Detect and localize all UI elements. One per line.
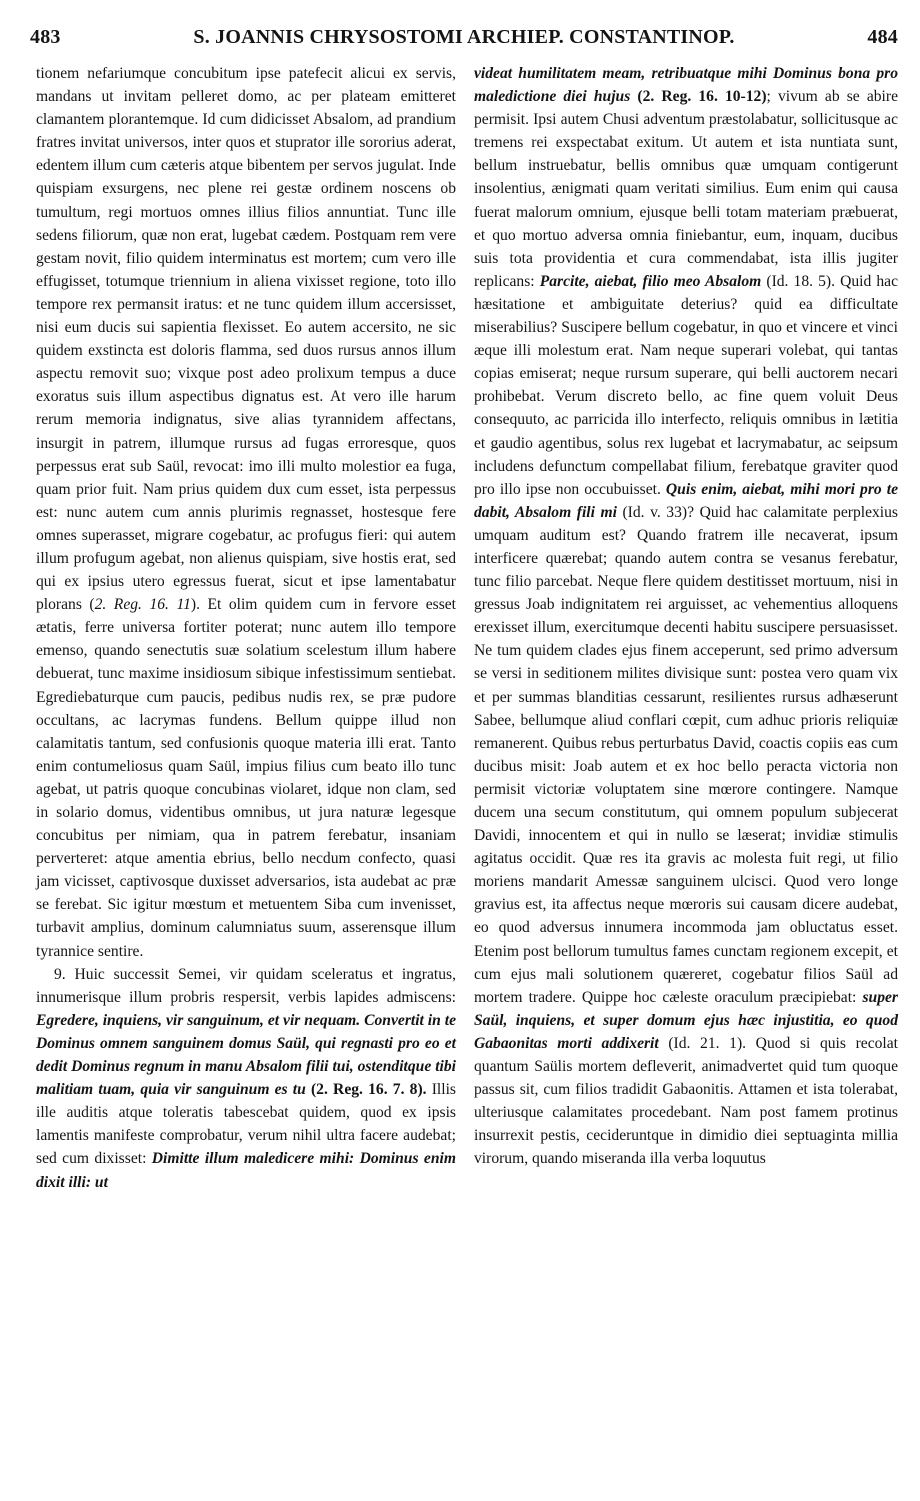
left-column (36, 62, 456, 1194)
scripture-reference: 2. Reg. 16. 11 (94, 596, 191, 614)
page-number-left: 483 (30, 26, 61, 48)
body-text: Quid hac calamitate perplexius umquam auditum est? Quando fratrem ille necaverat, ipsum interficere quærebat; quando autem contra se vesanus ferebatur, tunc filio parcebat. Neque flere quidem destitisset mortuum, nisi in gressus Joab indignitatem rei arguisset, ac vehementius alloquens erexisset illum, exercitumque decenti habitu suscipere persuasisset. Ne tum quidem clades ejus finem acceperunt, sed primo adversum se versi in seditionem milites divisique sunt: postea vero quam vix et per summas blanditias cessarunt, resilientes rursus adhæserunt Sabee, bellumque aliud conflari cœpit, cum adhuc prioris reliquiæ remanerent. Quibus rebus perturbatus David, coactis copiis eas cum ducibus misit: Joab autem et ex hoc bello peracta victoria non permisit victoriæ voluptatem sine mœrore contingere. Namque ducem una secum constitutum, qui omnem populum subjecerat Davidi, innocentem et qui in nullo se læserat; invidiæ stimulis agitatus occidit. Quæ res ita gravis ac molesta fuit regi, ut filio moriens mandarit Amessæ sanguinem ulcisci. Quod vero longe gravius est, ita affectus neque mœroris sui causam dicere audebat, eo quod adversus innumera incommoda jam obluctatus esset. Etenim post bellorum tumultus fames cunctam regionem excepit, et cum ejus mali solutionem quæreret, cogebatur filios Saül ad mortem tradere. Quippe hoc cæleste oraculum præcipiebat: (474, 503, 899, 1006)
body-text: ; vivum ab se abire permisit. Ipsi autem Chusi adventum præstolabatur, sollicitusque ac tremens rei exspectabat exitum. Ut autem et ista nuntiata sunt, bellum instruebatur, bellis omnibus quæ umquam contigerunt insolentius, ænigmati quam veritati similius. Eum enim qui causa fuerat malorum omnium, ejusque belli totam materiam præbuerat, et quo mortuo adversa omnia finiebantur, eum, inquam, ducibus suis tota providentia et cura commendabat, ista illis jugiter replicans: (474, 88, 898, 290)
body-text: 9. Huic successit Semei, vir quidam sceleratus et ingratus, innumerisque illum probris respersit, verbis lapides admiscens: (36, 965, 456, 1006)
body-text: Quid hac hæsitatione et ambiguitate deterius? quid ea difficultate miserabilius? Suscipere bellum cogebatur, in quo et vincere et vinci æque illi molestum erat. Nam neque superari volebat, qui tantas copias emiserat; neque rursum superare, qui belli auctorem necari prohibebat. Verum discreto bello, ac fine quem voluit Deus consequuto, ac parricida illo interfecto, reliquis omnibus in lætitia et gaudio agentibus, solus rex lugebat et lacrymabatur, ac seipsum includens defunctum compellabat filium, ferebatque graviter quod pro illo ipse non occubuisset. (474, 272, 899, 498)
scripture-quote: Quis enim, aiebat, mihi mori pro te dabit, Absalom fili mi (474, 480, 899, 521)
scripture-reference: (2. Reg. 16. 10-12) (630, 88, 767, 106)
paragraph (36, 62, 456, 963)
scripture-quote: Dimitte illum maledicere mihi: Dominus enim dixit illi: ut (36, 1150, 456, 1191)
scripture-reference: (Id. 18. 5). (761, 272, 836, 290)
body-text: Illis ille auditis atque toleratis tabescebat quidem, quod ex ipsis lamentis manifeste comprobatur, verum nihil ultra facere audebat; sed cum dixisset: (36, 1081, 456, 1168)
scripture-reference: (2. Reg. 16. 7. 8). (305, 1081, 427, 1099)
scripture-quote: Egredere, inquiens, vir sanguinum, et vir nequam. Convertit in te Dominus omnem sanguinem domus Saül, qui regnasti pro eo et dedit Dominus regnum in manu Absalom filii tui, ostenditque tibi malitiam tuam, quia vir sanguinum es tu (36, 1011, 456, 1099)
page-number-right: 484 (867, 26, 898, 48)
running-header (30, 26, 898, 56)
scripture-reference: (Id. 21. 1). (658, 1034, 747, 1052)
body-text: tionem nefariumque concubitum ipse patefecit alicui ex servis, mandans ut invitam pelleret domo, ac per plateam emitteret clamantem plorantemque. Id cum didicisset Absalom, ad prandium fratres invitat universos, inter quos et stuprator ille sororius aderat, edentem illum cum cæteris atque bibentem per servos jugulat. Inde quispiam exsurgens, nec plene rei gestæ ordinem noscens ob tumultum, regi mortuos omnes illius filios annuntiat. Tunc ille sedens filiorum, quæ non erat, lugebat cædem. Postquam rem vere gestam novit, filio quidem interminatus est mortem; cum vero ille effugisset, totumque triennium in aliena vixisset regione, toto illo tempore rex permansit iratus: et ne tunc quidem illum accersisset, nisi eum ducis sui sapientia flexisset. Eo autem accersito, ne sic quidem exstincta est doloris flamma, sed duos rursus annos illum aspectu removit suo; vixque post adeo prolixum tempus a duce exoratus suis illum aspectibus dignatus est. At vero ille harum rerum memoria indignatus, sive alias tyrannidem affectans, insurgit in patrem, illumque rursus ad fugas erroresque, quos perpessus erat sub Saül, revocat: imo illi multo molestior ea fuga, quam prior fuit. Nam prius quidem dux cum esset, ista perpessus est: nunc autem cum annis plurimis regnasset, hostesque fere omnes superasset, migrare cogebatur, ac profugus fieri: qui autem illum profugum agebat, non alienus quispiam, sive hostis erat, sed qui ex ipsius utero egressus fuerat, sicut et ipse lamentabatur plorans ( (36, 65, 456, 614)
body-text: ). Et olim quidem cum in fervore esset ætatis, ferre universa fortiter poterat; nunc autem illo tempore emenso, quando senectutis suæ solatium scelestum illum habere debuerat, tunc maxime insidiosum sibique infestissimum sentiebat. Egrediebaturque cum paucis, pedibus nudis rex, se præ pudore occultans, ac lacrymas fundens. Bellum quippe illud non calamitatis tantum, sed confusionis quoque materia illi erat. Tanto enim contumeliosus quam Saül, impius filius cum beato illo tunc agebat, ut patris quoque concubinas violaret, idque non clam, sed in solario domus, videntibus omnibus, ut jura naturæ legesque concubitus per nimiam, qua in patrem ferebatur, insaniam perverteret: atque amentia ebrius, bello necdum confecto, quasi jam vicisset, captivosque duxisset adversarios, ista audebat ac præ se ferebat. Sic igitur mœstum et metuentem Siba cum invenisset, turbavit amplius, dominum calumniatus suum, asserensque illum tyrannice sentire. (36, 596, 457, 960)
paragraph (474, 62, 898, 1171)
scripture-reference: (Id. v. 33)? (616, 503, 695, 521)
right-column (474, 62, 898, 1171)
paragraph (36, 963, 456, 1194)
scripture-quote: videat humilitatem meam, retribuatque mihi Dominus bona pro maledictione diei hujus (474, 65, 898, 106)
body-text: Quod si quis recolat quantum Saülis mortem defleverit, animadvertet quid tum quoque passus sit, cum filios tradidit Gabaonitis. Attamen et ista tolerabat, ulteriusque calamitates procedebant. Nam post famem protinus insurrexit pestis, cecideruntque in dimidio diei septuaginta millia virorum, quando miseranda illa verba loquutus (474, 1034, 898, 1168)
running-title: S. JOANNIS CHRYSOSTOMI ARCHIEP. CONSTANTINOP. (193, 26, 735, 48)
scripture-quote: Parcite, aiebat, filio meo Absalom (539, 272, 762, 290)
scripture-quote: super Saül, inquiens, et super domum ejus hæc injustitia, eo quod Gabaonitas morti addixerit (474, 988, 898, 1052)
